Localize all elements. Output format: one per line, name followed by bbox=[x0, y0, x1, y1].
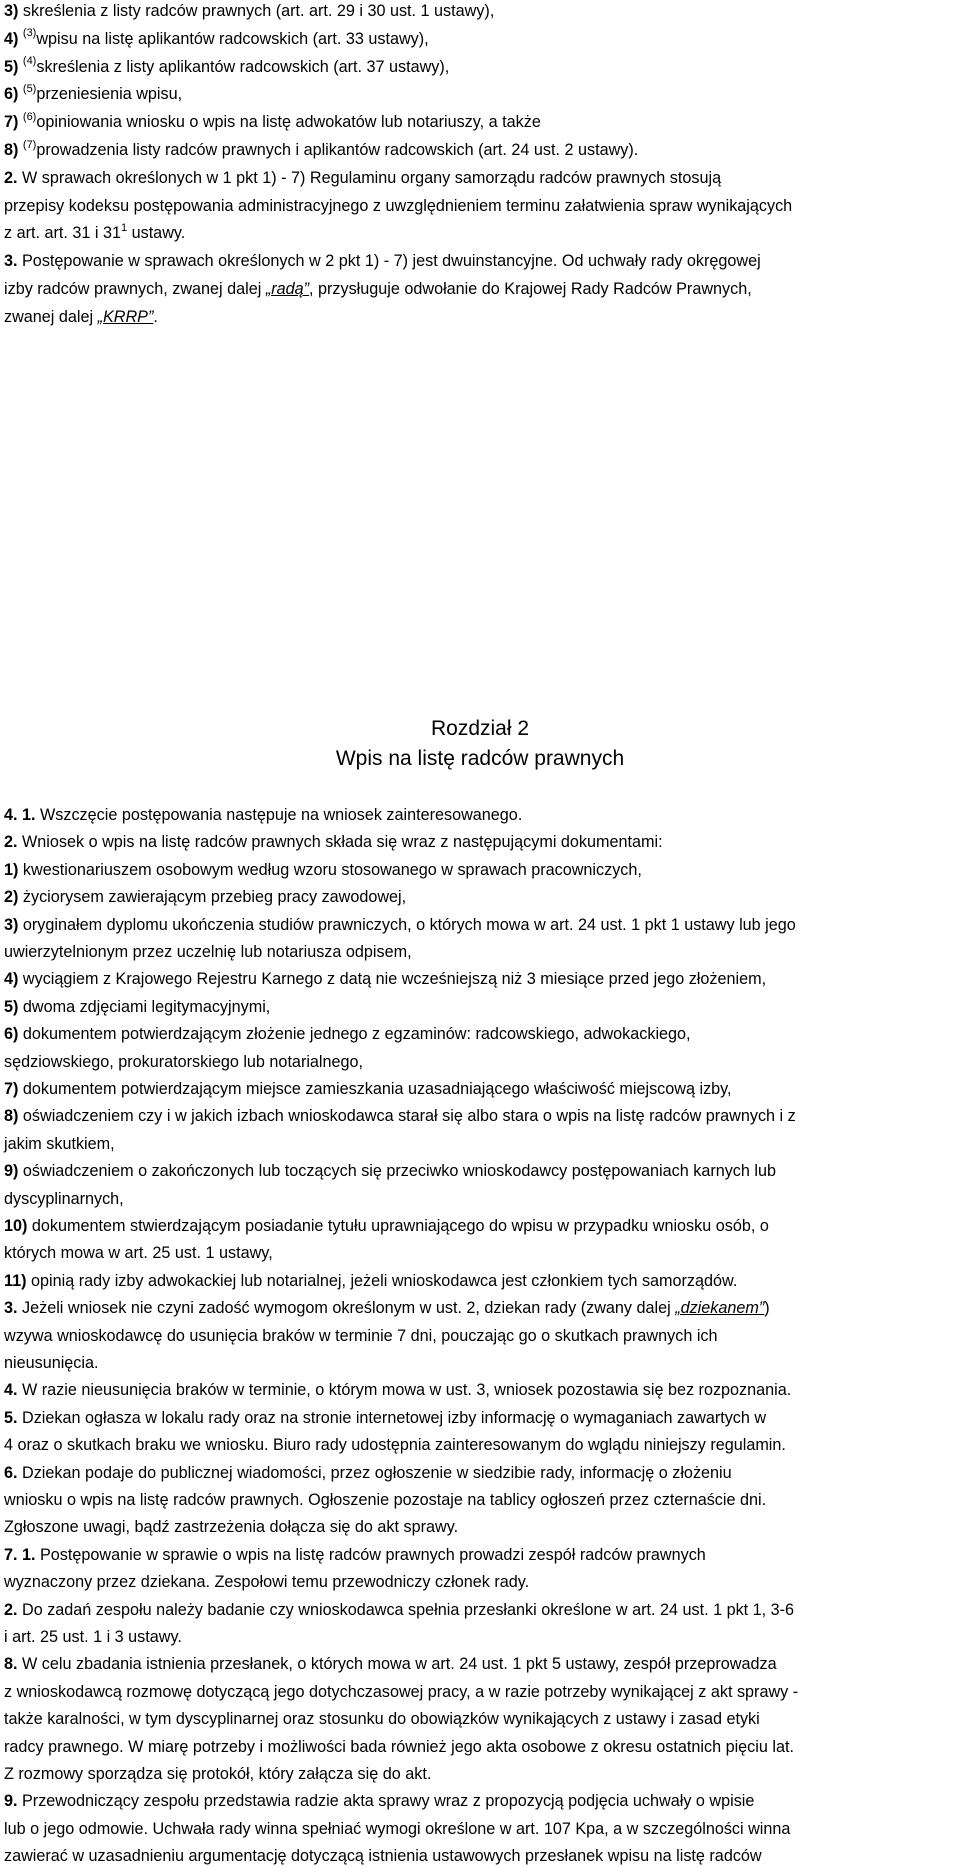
text-run: wyciągiem z Krajowego Rejestru Karnego z datą nie wcześniejszą niż 3 miesiące przed jego złożeniem, bbox=[18, 970, 767, 989]
text-run: dokumentem potwierdzającym miejsce zamieszkania uzasadniającego właściwość miejscową izby, bbox=[18, 1080, 732, 1098]
text-line bbox=[4, 1571, 958, 1593]
text-run: oświadczeniem czy i w jakich izbach wnioskodawca starał się albo stara o wpis na listę radców prawnych i z bbox=[18, 1107, 796, 1126]
text-run: kwestionariuszem osobowym według wzoru stosowanego w sprawach pracowniczych, bbox=[18, 860, 642, 879]
text-run: 9) bbox=[4, 1162, 19, 1181]
text-line bbox=[4, 914, 958, 936]
text-line bbox=[4, 996, 958, 1018]
text-run: 7) bbox=[4, 113, 19, 132]
text-run: uwierzytelnionym przez uczelnię lub notariusza odpisem, bbox=[4, 943, 412, 961]
text-line bbox=[4, 1379, 958, 1401]
text-run: wzywa wnioskodawcę do usunięcia braków w terminie 7 dni, pouczając go o skutkach prawnych ich bbox=[4, 1326, 718, 1345]
text-line bbox=[4, 250, 958, 272]
text-run: 2) bbox=[4, 888, 19, 907]
superscript: (4) bbox=[22, 55, 37, 68]
text-run: 1 pkt 1) - 7) Regulaminu organy samorządu radców prawnych stosują bbox=[222, 168, 722, 187]
text-run: Z rozmowy sporządza się protokół, który załącza się do akt. bbox=[4, 1765, 432, 1783]
text-run: których mowa w art. 25 ust. 1 ustawy, bbox=[4, 1244, 273, 1263]
text-run: Jeżeli wniosek nie czyni zadość wymogom określonym w ust. 2, dziekan rady (zwany dalej bbox=[17, 1299, 676, 1318]
superscript: (6) bbox=[22, 110, 37, 123]
text-line bbox=[4, 1352, 958, 1374]
text-run: 2. bbox=[4, 1600, 18, 1619]
text-run: Wniosek o wpis na listę radców prawnych składa się wraz z następującymi dokumentami: bbox=[17, 833, 663, 852]
text-line bbox=[4, 1160, 958, 1182]
text-run: 3) bbox=[4, 2, 19, 20]
superscript: (7) bbox=[22, 138, 37, 151]
text-run: dyscyplinarnych, bbox=[4, 1189, 124, 1208]
text-run: „radą” bbox=[265, 280, 310, 298]
text-line bbox=[4, 941, 958, 963]
text-run: , przysługuje odwołanie do Krajowej Rady Radców Prawnych, bbox=[309, 280, 752, 298]
text-run: wyznaczony przez dziekana. Zespołowi temu przewodniczy członek rady. bbox=[4, 1573, 530, 1592]
text-run: 6) bbox=[4, 85, 19, 104]
text-run: zwanej dalej bbox=[4, 307, 98, 326]
text-run: 4. bbox=[4, 1381, 18, 1400]
text-line bbox=[4, 1133, 958, 1155]
text-run: oświadczeniem o zakończonych lub toczących się przeciwko wnioskodawcy postępowaniach karnych lub bbox=[18, 1162, 777, 1181]
text-line bbox=[4, 1516, 958, 1538]
text-line bbox=[4, 1845, 958, 1867]
text-line bbox=[4, 0, 958, 22]
text-run: oryginałem dyplomu ukończenia studiów prawniczych, o których mowa w art. 24 ust. 1 pkt 1 ustawy lub jego bbox=[18, 915, 796, 934]
text-line bbox=[4, 1818, 958, 1840]
text-run: „KRRP” bbox=[97, 307, 154, 326]
text-run: 3) bbox=[4, 915, 19, 934]
text-run: prowadzenia listy radców prawnych i aplikantów radcowskich (art. 24 ust. 2 ustawy). bbox=[36, 141, 639, 159]
text-run: W sprawach określonych w bbox=[17, 168, 223, 187]
text-run: ustawy. bbox=[127, 224, 186, 243]
text-line bbox=[4, 1544, 958, 1566]
text-run: i art. 25 ust. 1 i 3 ustawy. bbox=[4, 1628, 182, 1646]
text-line bbox=[4, 1078, 958, 1100]
text-line bbox=[4, 222, 958, 244]
text-run: 7) bbox=[4, 1080, 19, 1098]
text-run: Postępowanie w sprawach określonych w bbox=[17, 252, 326, 271]
text-run: 8) bbox=[4, 1107, 19, 1126]
text-run: jakim skutkiem, bbox=[4, 1134, 115, 1153]
text-run: skreślenia z listy radców prawnych (art. art. 29 i 30 ust. 1 ustawy), bbox=[18, 2, 495, 20]
text-run: 5. bbox=[4, 1408, 18, 1427]
text-run: 4 oraz o skutkach braku we wniosku. Biuro rady udostępnia zainteresowanym do wglądu niniejszy regulamin. bbox=[4, 1436, 786, 1455]
text-line bbox=[4, 1681, 958, 1703]
text-run: izby radców prawnych, zwanej dalej bbox=[4, 280, 266, 298]
text-run: Zgłoszone uwagi, bądź zastrzeżenia dołącza się do akt sprawy. bbox=[4, 1518, 459, 1537]
text-run: radcy prawnego. W miarę potrzeby i możliwości bada również jego akta osobowe z okresu ostatnich pięciu lat. bbox=[4, 1737, 794, 1756]
chapter-number: Rozdział 2 bbox=[430, 717, 530, 740]
text-run: 10) bbox=[4, 1217, 28, 1235]
text-run: 9. bbox=[4, 1792, 18, 1811]
text-run: 8) bbox=[4, 141, 19, 159]
text-line bbox=[4, 1736, 958, 1758]
text-line bbox=[4, 1763, 958, 1785]
text-run: 7. 1. bbox=[4, 1545, 36, 1564]
text-line bbox=[4, 1105, 958, 1127]
chapter-title: Wpis na listę radców prawnych bbox=[335, 747, 625, 770]
text-line bbox=[4, 1325, 958, 1347]
text-run: sędziowskiego, prokuratorskiego lub notarialnego, bbox=[4, 1052, 364, 1071]
text-line bbox=[4, 1297, 958, 1319]
text-line bbox=[4, 56, 958, 78]
text-line bbox=[4, 831, 958, 853]
text-run: wpisu na listę aplikantów radcowskich (art. 33 ustawy), bbox=[36, 29, 429, 48]
text-run: 3. bbox=[4, 1299, 18, 1318]
text-line bbox=[4, 1188, 958, 1210]
text-line bbox=[4, 1626, 958, 1648]
text-line bbox=[4, 859, 958, 881]
text-run: W celu zbadania istnienia przesłanek, o których mowa w art. 24 ust. 1 pkt 5 ustawy, zespół przeprowadza bbox=[17, 1655, 777, 1674]
text-run: W razie nieusunięcia braków w terminie, o którym mowa w ust. 3, wniosek pozostawia się bez rozpoznania. bbox=[17, 1381, 792, 1400]
text-run: 11) bbox=[4, 1271, 27, 1290]
text-line bbox=[4, 28, 958, 50]
text-line bbox=[4, 886, 958, 908]
text-run: „dziekanem” bbox=[675, 1299, 765, 1318]
text-run: 3. bbox=[4, 252, 18, 271]
text-line bbox=[4, 1708, 958, 1730]
text-run: z wnioskodawcą rozmowę dotyczącą jego dotychczasowej pracy, a w razie potrzeby wynikającej z akt sprawy - bbox=[4, 1682, 799, 1701]
text-line bbox=[4, 968, 958, 990]
text-run: Postępowanie w sprawie o wpis na listę radców prawnych prowadzi zespół radców prawnych bbox=[35, 1545, 706, 1564]
text-line bbox=[4, 195, 958, 217]
text-line bbox=[4, 1434, 958, 1456]
text-run: opiniowania wniosku o wpis na listę adwokatów lub notariuszy, a także bbox=[36, 113, 541, 132]
text-line bbox=[4, 278, 958, 300]
text-run: dokumentem potwierdzającym złożenie jednego z egzaminów: radcowskiego, adwokackiego, bbox=[18, 1025, 691, 1044]
text-run: 6) bbox=[4, 1025, 19, 1044]
text-line bbox=[4, 1489, 958, 1511]
text-run: 2 pkt 1) - 7) jest dwuinstancyjne. Od uchwały rady okręgowej bbox=[325, 252, 761, 271]
text-line bbox=[4, 1599, 958, 1621]
text-run: lub o jego odmowie. Uchwała rady winna spełniać wymogi określone w art. 107 Kpa, a w szczególności winna bbox=[4, 1819, 791, 1838]
text-line bbox=[4, 1023, 958, 1045]
text-run: 4) bbox=[4, 970, 19, 989]
text-line bbox=[4, 139, 958, 161]
superscript: (3) bbox=[22, 27, 37, 40]
text-line bbox=[4, 1790, 958, 1812]
text-run: nieusunięcia. bbox=[4, 1354, 99, 1372]
text-line bbox=[4, 1215, 958, 1237]
text-line bbox=[4, 804, 958, 826]
text-line bbox=[4, 1242, 958, 1264]
text-line bbox=[4, 1653, 958, 1675]
text-run: Przewodniczący zespołu przedstawia radzie akta sprawy wraz z propozycją podjęcia uchwały o wpisie bbox=[17, 1792, 755, 1811]
text-run: 8. bbox=[4, 1655, 18, 1674]
text-run: ) bbox=[764, 1299, 770, 1318]
text-run: 5) bbox=[4, 57, 19, 76]
text-run: . bbox=[153, 307, 158, 326]
text-run: dwoma zdjęciami legitymacyjnymi, bbox=[18, 997, 271, 1016]
text-line bbox=[4, 1462, 958, 1484]
text-line bbox=[4, 1051, 958, 1073]
text-run: życiorysem zawierającym przebieg pracy zawodowej, bbox=[18, 888, 407, 907]
superscript: (5) bbox=[22, 83, 37, 95]
text-line bbox=[4, 1270, 958, 1292]
text-run: także karalności, w tym dyscyplinarnej oraz stosunku do obowiązków wynikających z ustawy i zasad etyki bbox=[4, 1710, 760, 1729]
text-run: dokumentem stwierdzającym posiadanie tytułu uprawniającego do wpisu w przypadku wniosku osób, o bbox=[27, 1217, 769, 1235]
text-line bbox=[4, 306, 958, 328]
text-run: 2. bbox=[4, 168, 18, 187]
text-run: 6. bbox=[4, 1463, 18, 1482]
text-line bbox=[4, 1407, 958, 1429]
superscript: 1 bbox=[120, 222, 128, 234]
text-line bbox=[4, 111, 958, 133]
text-line bbox=[4, 167, 958, 189]
text-run: 5) bbox=[4, 997, 19, 1016]
text-run: 1) bbox=[4, 860, 19, 879]
text-run: skreślenia z listy aplikantów radcowskich (art. 37 ustawy), bbox=[36, 57, 450, 76]
text-run: przeniesienia wpisu, bbox=[36, 85, 183, 104]
text-run: 4) bbox=[4, 29, 19, 48]
text-run: z art. art. 31 i 31 bbox=[4, 224, 121, 243]
text-run: zawierać w uzasadnieniu argumentację dotyczącą istnienia ustawowych przesłanek wpisu na listę radców bbox=[4, 1847, 762, 1866]
text-run: Wszczęcie postępowania następuje na wniosek zainteresowanego. bbox=[35, 806, 523, 824]
text-run: opinią rady izby adwokackiej lub notarialnej, jeżeli wnioskodawca jest członkiem tych samorządów. bbox=[26, 1271, 738, 1290]
text-run: Do zadań zespołu należy badanie czy wnioskodawca spełnia przesłanki określone w art. 24 ust. 1 pkt 1, 3-6 bbox=[17, 1600, 795, 1619]
text-run: przepisy kodeksu postępowania administracyjnego z uwzględnieniem terminu załatwienia spraw wynikających bbox=[4, 196, 793, 215]
text-run: Dziekan ogłasza w lokalu rady oraz na stronie internetowej izby informację o wymaganiach zawartych w bbox=[17, 1408, 767, 1427]
text-line bbox=[4, 83, 958, 105]
text-run: 4. 1. bbox=[4, 806, 36, 824]
text-run: wniosku o wpis na listę radców prawnych. Ogłoszenie pozostaje na tablicy ogłoszeń przez czternaście dni. bbox=[4, 1491, 767, 1509]
text-run: Dziekan podaje do publicznej wiadomości, przez ogłoszenie w siedzibie rady, informację o złożeniu bbox=[17, 1463, 732, 1482]
text-run: 2. bbox=[4, 833, 18, 852]
